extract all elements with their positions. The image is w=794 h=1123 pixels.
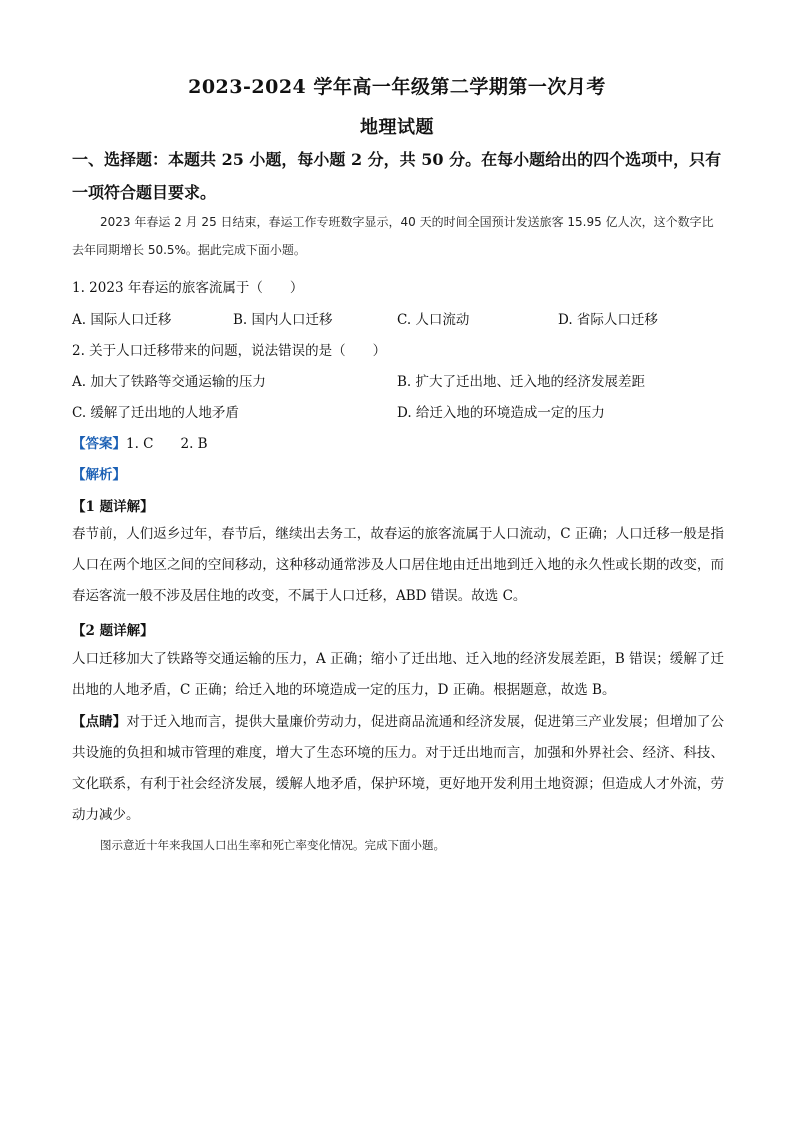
comment-text: 对于迁入地而言，提供大量廉价劳动力，促进商品流通和经济发展，促进第三产业发展；但增加了公共设施的负担和城市管理的难度，增大了生态环境的压力。对于迁出地而言，加强和外界社会、经济、科技、文化联系，有利于社会经济发展，缓解人地矛盾，保护环境，更好地开发利用土地资源；但造成人才外流，劳动力减少。 — [72, 714, 725, 823]
question-1-stem: 1. 2023 年春运的旅客流属于（ ） — [72, 280, 304, 296]
question-group-intro-2: 图示意近十年来我国人口出生率和死亡率变化情况。完成下面小题。 — [100, 838, 445, 852]
exam-title: 2023-2024 学年高一年级第二学期第一次月考 — [188, 76, 606, 98]
question-1-option-b: B. 国内人口迁移 — [233, 312, 333, 328]
question-1-option-d: D. 省际人口迁移 — [558, 312, 658, 328]
question-2-option-c: C. 缓解了迁出地的人地矛盾 — [72, 405, 239, 421]
answer-label: 【答案】 — [72, 436, 126, 452]
question-2-option-a: A. 加大了铁路等交通运输的压力 — [72, 374, 266, 390]
question-1-option-c: C. 人口流动 — [397, 312, 470, 328]
detail-1-label: 【1 题详解】 — [72, 499, 154, 515]
question-1-option-a: A. 国际人口迁移 — [72, 312, 172, 328]
detail-2-label: 【2 题详解】 — [72, 623, 154, 639]
answer-value: 1. C 2. B — [126, 436, 208, 452]
analysis-label: 【解析】 — [72, 467, 126, 483]
comment-block — [72, 707, 724, 831]
exam-subject: 地理试题 — [360, 117, 434, 138]
question-2-stem: 2. 关于人口迁移带来的问题，说法错误的是（ ） — [72, 343, 387, 359]
comment-label: 【点睛】 — [72, 714, 127, 730]
question-2-option-d: D. 给迁入地的环境造成一定的压力 — [397, 405, 605, 421]
section-heading: 一、选择题：本题共 25 小题，每小题 2 分，共 50 分。在每小题给出的四个选项中，只有一项符合题目要求。 — [72, 150, 722, 202]
detail-1-text: 春节前，人们返乡过年，春节后，继续出去务工，故春运的旅客流属于人口流动，C 正确；人口迁移一般是指人口在两个地区之间的空间移动，这种移动通常涉及人口居住地由迁出地到迁入地的永久性或长期的改变，而春运客流一般不涉及居住地的改变，不属于人口迁移，ABD 错误。故选 C。 — [72, 526, 724, 604]
answer-line — [72, 432, 722, 452]
question-group-intro: 2023 年春运 2 月 25 日结束，春运工作专班数字显示，40 天的时间全国预计发送旅客 15.95 亿人次，这个数字比去年同期增长 50.5%。据此完成下面小题。 — [72, 215, 714, 257]
detail-2-text: 人口迁移加大了铁路等交通运输的压力，A 正确；缩小了迁出地、迁入地的经济发展差距，B 错误；缓解了迁出地的人地矛盾，C 正确；给迁入地的环境造成一定的压力，D 正确。根据题意，故选 B。 — [72, 651, 724, 698]
question-2-option-b: B. 扩大了迁出地、迁入地的经济发展差距 — [397, 374, 646, 390]
